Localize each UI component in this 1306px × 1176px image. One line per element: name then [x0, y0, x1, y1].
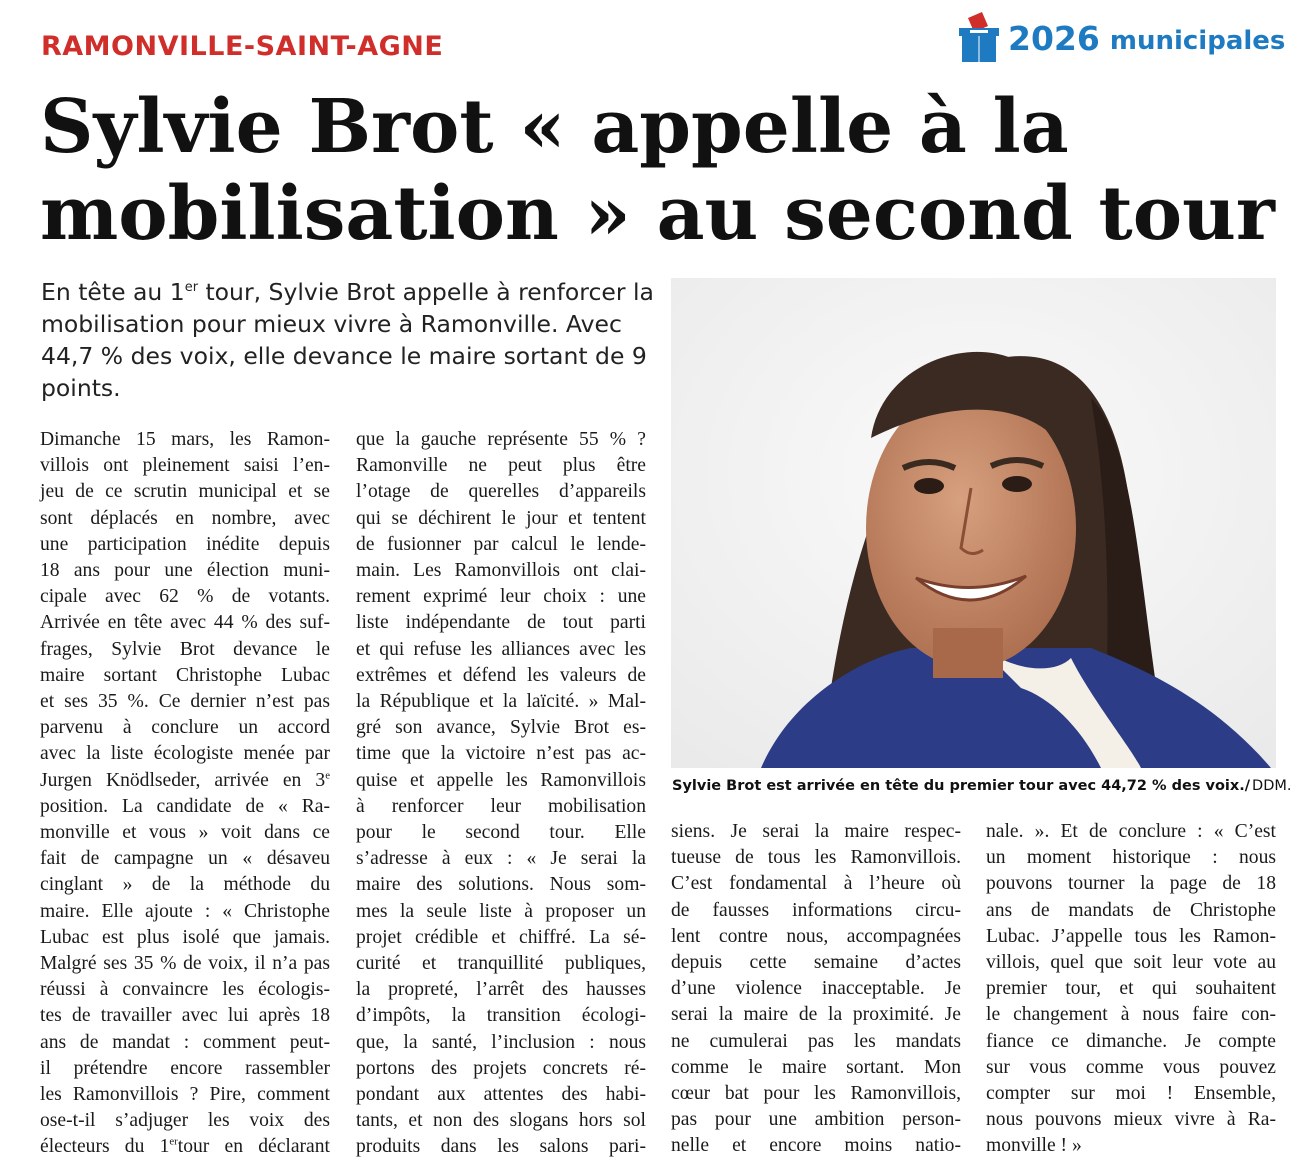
article-line: villois ont pleinement saisi l’en- [40, 455, 330, 477]
article-line: il prétendre encore rassembler [40, 1057, 330, 1079]
article-line: cipale avec 62 % de votants. [40, 586, 330, 608]
article-line: pour le second tour. Elle [356, 822, 646, 844]
article-line: Jurgen Knödlseder, arrivée en 3e [40, 769, 330, 791]
article-line: Lubac. J’appelle tous les Ramon- [986, 925, 1276, 947]
article-line: villois, quel que soit leur vote au [986, 952, 1276, 974]
article-line: 18 ans pour une élection muni- [40, 560, 330, 582]
article-line: électeurs du 1ertour en déclarant [40, 1135, 330, 1158]
article-line: pouvons tourner la page de 18 [986, 873, 1276, 895]
standfirst-text: tour, Sylvie Brot appelle à renforcer la [198, 278, 654, 306]
article-line: d’une violence inacceptable. Je [671, 978, 961, 1000]
ordinal-superscript: er [184, 280, 198, 296]
article-line: jeu de ce scrutin municipal et se [40, 481, 330, 503]
photo-caption [672, 778, 1292, 794]
article-column-4 [986, 819, 1276, 1160]
article-line: ans de mandat : comment peut- [40, 1031, 330, 1053]
article-line: l’otage de querelles d’appareils [356, 481, 646, 503]
article-line: sur vous comme vous pouvez [986, 1056, 1276, 1078]
article-line: projet crédible et chiffré. La sé- [356, 926, 646, 948]
article-line: ans de mandats de Christophe [986, 899, 1276, 921]
article-column-1 [40, 427, 330, 1161]
article-line: et qui refuse les alliances avec les [356, 638, 646, 660]
article-line: quise et appelle les Ramonvillois [356, 769, 646, 791]
ordinal-superscript: e [325, 769, 330, 782]
article-line: ose-t-il s’adjuger les voix des [40, 1110, 330, 1132]
article-line: la propreté, l’arrêt des hausses [356, 979, 646, 1001]
article-line: produits dans les salons pari- [356, 1136, 646, 1158]
article-line: position. La candidate de « Ra- [40, 795, 330, 817]
article-line: C’est fondamental à l’heure où [671, 873, 961, 895]
article-line: lent contre nous, accompagnées [671, 925, 961, 947]
article-line: pas pour une ambition person- [671, 1109, 961, 1131]
article-line: de fausses informations circu- [671, 899, 961, 921]
article-line: Ramonville ne peut plus être [356, 455, 646, 477]
article-line: tants, et non des slogans hors sol [356, 1110, 646, 1132]
portrait-photo [671, 278, 1276, 768]
standfirst-text: 44,7 % des voix, elle devance le maire sortant de 9 [41, 342, 647, 370]
article-line: de fusionner par calcul le lende- [356, 533, 646, 555]
article-line: le changement à nous faire con- [986, 1004, 1276, 1026]
article-line: main. Les Ramonvillois ont clai- [356, 560, 646, 582]
article-line: fiance ce dimanche. Je compte [986, 1030, 1276, 1052]
article-column-3 [671, 819, 961, 1160]
article-line: nale. ». Et de conclure : « C’est [986, 821, 1276, 842]
article-line: Arrivée en tête avec 44 % des suf- [40, 612, 330, 634]
article-line: maire sortant Christophe Lubac [40, 664, 330, 686]
article-text: tour en déclarant [177, 1136, 330, 1158]
article-line: avec la liste écologiste menée par [40, 743, 330, 765]
article-line: et ses 35 %. Ce dernier n’est pas [40, 691, 330, 713]
article-line: compter sur moi ! Ensemble, [986, 1083, 1276, 1105]
article-line: les Ramonvillois ? Pire, comment [40, 1084, 330, 1106]
article-line: curité et tranquillité publiques, [356, 953, 646, 975]
article-line: tes de travailler avec lui après 18 [40, 1005, 330, 1027]
ballot-box-icon [958, 12, 1000, 64]
headline [40, 84, 1280, 258]
article-line: comme le maire sortant. Mon [671, 1056, 961, 1078]
article-line: nelle et encore moins natio- [671, 1135, 961, 1157]
article-line: à renforcer leur mobilisation [356, 795, 646, 817]
article-line: nous pouvons mieux vivre à Ra- [986, 1109, 1276, 1131]
article-line: siens. Je serai la maire respec- [671, 821, 961, 842]
article-line: portons des projets concrets ré- [356, 1057, 646, 1079]
article-line: monville ! » [986, 1135, 1082, 1157]
article-line: Dimanche 15 mars, les Ramon- [40, 429, 330, 450]
article-line: tueuse de tous les Ramonvillois. [671, 847, 961, 869]
standfirst [41, 276, 654, 404]
article-line: parvenu à conclure un accord [40, 717, 330, 739]
article-line: Malgré ses 35 % de voix, il n’a pas [40, 953, 330, 975]
badge-year: 2026 [1008, 18, 1100, 58]
portrait-illustration [671, 278, 1276, 768]
article-column-2 [356, 427, 646, 1161]
article-line: d’impôts, la transition écologi- [356, 1005, 646, 1027]
article-line: la République et la laïcité. » Mal- [356, 691, 646, 713]
article-line: liste indépendante de tout parti [356, 612, 646, 634]
article-line: monville et vous » voit dans ce [40, 822, 330, 844]
elections-badge [958, 12, 1285, 64]
article-line: cœur bat pour les Ramonvillois, [671, 1083, 961, 1105]
section-label: RAMONVILLE-SAINT-AGNE [41, 31, 444, 62]
standfirst-text: points. [41, 374, 121, 402]
headline-line: mobilisation » au second tour [40, 171, 1275, 257]
article-line: réussi à convaincre les écologis- [40, 979, 330, 1001]
article-line: que la gauche représente 55 % ? [356, 429, 646, 450]
article-line: maire des solutions. Nous som- [356, 874, 646, 896]
standfirst-text: En tête au 1 [41, 278, 185, 306]
article-line: une participation inédite depuis [40, 533, 330, 555]
article-line: rement exprimé leur choix : une [356, 586, 646, 608]
headline-line: Sylvie Brot « appelle à la [40, 84, 1069, 170]
article-line: time que la victoire n’est pas ac- [356, 743, 646, 765]
article-line: s’adresse à eux : « Je serai la [356, 848, 646, 870]
ordinal-superscript: er [169, 1135, 178, 1148]
article-line: pondant aux attentes des habi- [356, 1084, 646, 1106]
article-line: fait de campagne un « désaveu [40, 848, 330, 870]
photo-credit: DDM. [1252, 778, 1292, 794]
article-line: maire. Elle ajoute : « Christophe [40, 900, 330, 922]
article-line: que, la santé, l’inclusion : nous [356, 1031, 646, 1053]
article-line: un moment historique : nous [986, 847, 1276, 869]
article-line: depuis cette semaine d’actes [671, 952, 961, 974]
article-line: ne cumulerai pas les mandats [671, 1030, 961, 1052]
article-line: sont déplacés en nombre, avec [40, 507, 330, 529]
article-line: Lubac est plus isolé que jamais. [40, 926, 330, 948]
article-line: serai la maire de la proximité. Je [671, 1004, 961, 1026]
article-line: extrêmes et défend les valeurs de [356, 664, 646, 686]
article-line: gré son avance, Sylvie Brot es- [356, 717, 646, 739]
badge-label: municipales [1109, 25, 1286, 56]
standfirst-text: mobilisation pour mieux vivre à Ramonville. Avec [41, 310, 622, 338]
caption-text: Sylvie Brot est arrivée en tête du premier tour avec 44,72 % des voix./ [672, 778, 1251, 794]
article-line: mes la seule liste à proposer un [356, 900, 646, 922]
article-line: premier tour, et qui souhaitent [986, 978, 1276, 1000]
article-line: cinglant » de la méthode du [40, 874, 330, 896]
article-line: frages, Sylvie Brot devance le [40, 638, 330, 660]
article-line: qui se déchirent le jour et tentent [356, 507, 646, 529]
